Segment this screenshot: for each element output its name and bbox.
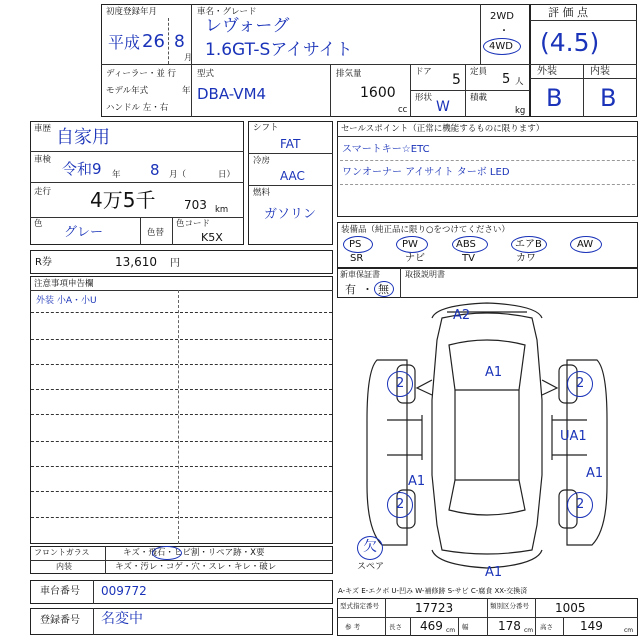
- shift-label: シフト: [253, 123, 279, 133]
- first-reg-label: 初度登録年月: [106, 7, 158, 17]
- car-grade: 1.6GT-Sアイサイト: [205, 40, 353, 60]
- equip-airbag: エアB: [515, 239, 542, 250]
- eval-score: (4.5): [540, 28, 600, 57]
- equip-abs: ABS: [456, 239, 476, 250]
- color-label: 色: [34, 219, 43, 229]
- kg-unit: kg: [515, 106, 526, 116]
- mark-bonnet: A1: [485, 365, 503, 380]
- height-label: 高さ: [540, 623, 553, 631]
- circle-pw: [396, 236, 428, 253]
- first-reg-month-unit: 月: [184, 53, 192, 62]
- reg-value: 名変中: [101, 611, 143, 627]
- length-unit: cm: [446, 627, 456, 634]
- ac-value: AAC: [280, 169, 305, 183]
- mileage-sub: 703: [184, 198, 207, 212]
- door-label: ドア: [415, 67, 432, 77]
- interior-options: キズ・汚レ・コゲ・穴・スレ・キレ・破レ: [115, 562, 277, 572]
- load-label: 積載: [470, 93, 488, 103]
- mark-rear-right-wheel: 2: [576, 497, 585, 512]
- car-name-label: 車名・グレード: [197, 7, 257, 17]
- equip-navi: ナビ: [405, 253, 425, 264]
- mileage-value: 4万5千: [90, 188, 156, 212]
- cc-unit: cc: [398, 105, 408, 115]
- mark-left-rear: A1: [408, 474, 426, 489]
- interior-grade: B: [600, 84, 617, 112]
- sales-line-2: ワンオーナー アイサイト ターボ LED: [342, 167, 510, 178]
- recycle-label: R券: [35, 257, 52, 268]
- width: 178: [498, 619, 521, 633]
- drive-2wd: 2WD: [490, 11, 514, 22]
- handle-label: ハンドル 左・右: [106, 103, 169, 113]
- equipment-label: 装備品（純正品に限り○をつけてください）: [341, 225, 510, 235]
- inspection-label: 車検: [34, 155, 52, 165]
- color-code-label: 色コード: [176, 219, 211, 229]
- front-glass-label: フロントガラス: [34, 548, 90, 557]
- warranty-label: 新車保証書: [340, 270, 380, 279]
- inspection-month: 8: [150, 161, 160, 179]
- length: 469: [420, 619, 443, 633]
- front-glass-options: キズ・飛石・ヒビ割・リペア跡・X要: [123, 548, 265, 558]
- color-value: グレー: [64, 225, 104, 240]
- shift-value: FAT: [280, 137, 301, 151]
- warranty-dot: ・: [362, 283, 373, 296]
- km-unit: km: [215, 205, 229, 215]
- doors: 5: [452, 72, 461, 88]
- car-diagram: [337, 300, 637, 585]
- circle-warranty-no: [374, 281, 394, 297]
- first-reg-year: 26: [142, 31, 165, 52]
- width-label: 幅: [462, 623, 469, 631]
- mark-right-rear: A1: [586, 466, 604, 481]
- recycle-unit: 円: [170, 258, 180, 269]
- height: 149: [580, 619, 603, 633]
- mark-front-left-wheel: 2: [396, 376, 405, 391]
- damage-legend: A-キズ E-エクボ U-凹み W-補修跡 S-サビ C-腐食 XX-交換済: [338, 587, 528, 595]
- dealer-label: ディーラー・並 行: [106, 69, 177, 79]
- mileage-label: 走行: [34, 187, 52, 197]
- recycle-box: [30, 250, 333, 274]
- width-unit: cm: [524, 627, 534, 634]
- type-code-label: 型式指定番号: [340, 602, 379, 610]
- model-type-label: 型式: [197, 69, 215, 79]
- color-code: K5X: [201, 231, 223, 244]
- equip-tv: TV: [462, 253, 475, 264]
- length-label: 長さ: [389, 623, 402, 631]
- first-reg-era: 平成: [108, 33, 141, 52]
- circle-stone-chip: [152, 546, 182, 560]
- year-unit: 年: [112, 170, 121, 180]
- equip-aw: AW: [577, 239, 594, 250]
- manual-label: 取扱説明書: [405, 270, 445, 279]
- shape: W: [436, 99, 450, 115]
- recycle-value: 13,610: [115, 255, 157, 269]
- chassis-value: 009772: [101, 584, 147, 598]
- fuel-label: 燃料: [253, 188, 271, 198]
- notes-line-1: 外装 小A・小U: [36, 296, 97, 306]
- height-unit: cm: [624, 627, 634, 634]
- displacement: 1600: [360, 85, 396, 101]
- capacity-label: 定員: [470, 67, 488, 77]
- mark-rear-left-wheel: 2: [396, 497, 405, 512]
- drive-dot: ・: [499, 26, 509, 37]
- type-code: 17723: [415, 601, 454, 615]
- equip-ps: PS: [349, 239, 362, 250]
- sales-label: セールスポイント（正常に機能するものに限ります）: [341, 124, 545, 134]
- first-reg-month: 8: [174, 32, 185, 52]
- warranty-no: 無: [378, 283, 389, 296]
- sales-line-1: スマートキー☆ETC: [342, 144, 430, 155]
- car-name: レヴォーグ: [205, 16, 290, 36]
- mark-rear-bumper: A1: [485, 565, 503, 580]
- displacement-label: 排気量: [336, 69, 362, 79]
- notes-box: [30, 276, 333, 544]
- day-unit: 日）: [218, 170, 236, 180]
- fuel-value: ガソリン: [264, 207, 317, 222]
- circle-abs: [452, 236, 488, 253]
- exterior-grade: B: [546, 84, 563, 112]
- inspection-era: 令和9: [62, 160, 102, 178]
- spare-mark: 欠: [363, 539, 377, 555]
- model-year-unit: 年: [182, 86, 191, 96]
- circle-aw: [570, 236, 602, 253]
- notes-label: 注意事項申告欄: [34, 279, 94, 289]
- equip-pw: PW: [402, 239, 418, 250]
- warranty-yes: 有: [345, 283, 356, 296]
- circle-airbag: [511, 236, 547, 253]
- reg-label: 登録番号: [40, 615, 80, 626]
- interior-label: 内装: [56, 562, 72, 571]
- mark-right-door: UA1: [560, 429, 587, 444]
- class-code-label: 類別区分番号: [490, 602, 529, 610]
- note-label: 参 考: [345, 623, 361, 631]
- eval-label: 評 価 点: [548, 6, 588, 19]
- mark-front-right-wheel: 2: [576, 376, 585, 391]
- capacity: 5: [502, 72, 511, 87]
- repaint-label: 色替: [147, 228, 165, 238]
- ac-label: 冷房: [253, 156, 271, 166]
- model-year-label: モデル年式: [106, 86, 149, 96]
- capacity-unit: 人: [515, 77, 524, 87]
- interior-label: 内装: [590, 66, 610, 77]
- equip-sr: SR: [350, 253, 364, 264]
- shape-label: 形状: [415, 93, 433, 103]
- spare-label: スペア: [357, 562, 385, 572]
- equip-leather: カワ: [516, 253, 536, 264]
- use-label: 車歴: [34, 124, 52, 134]
- circle-ps: [343, 236, 373, 253]
- mark-front-bumper: A2: [453, 308, 471, 323]
- drive-4wd: 4WD: [489, 41, 513, 52]
- model-type: DBA-VM4: [197, 85, 267, 103]
- class-code: 1005: [555, 601, 586, 615]
- chassis-label: 車台番号: [40, 586, 80, 597]
- use-value: 自家用: [56, 127, 110, 148]
- inspection-month-unit: 月（: [169, 170, 187, 180]
- exterior-label: 外装: [537, 66, 557, 77]
